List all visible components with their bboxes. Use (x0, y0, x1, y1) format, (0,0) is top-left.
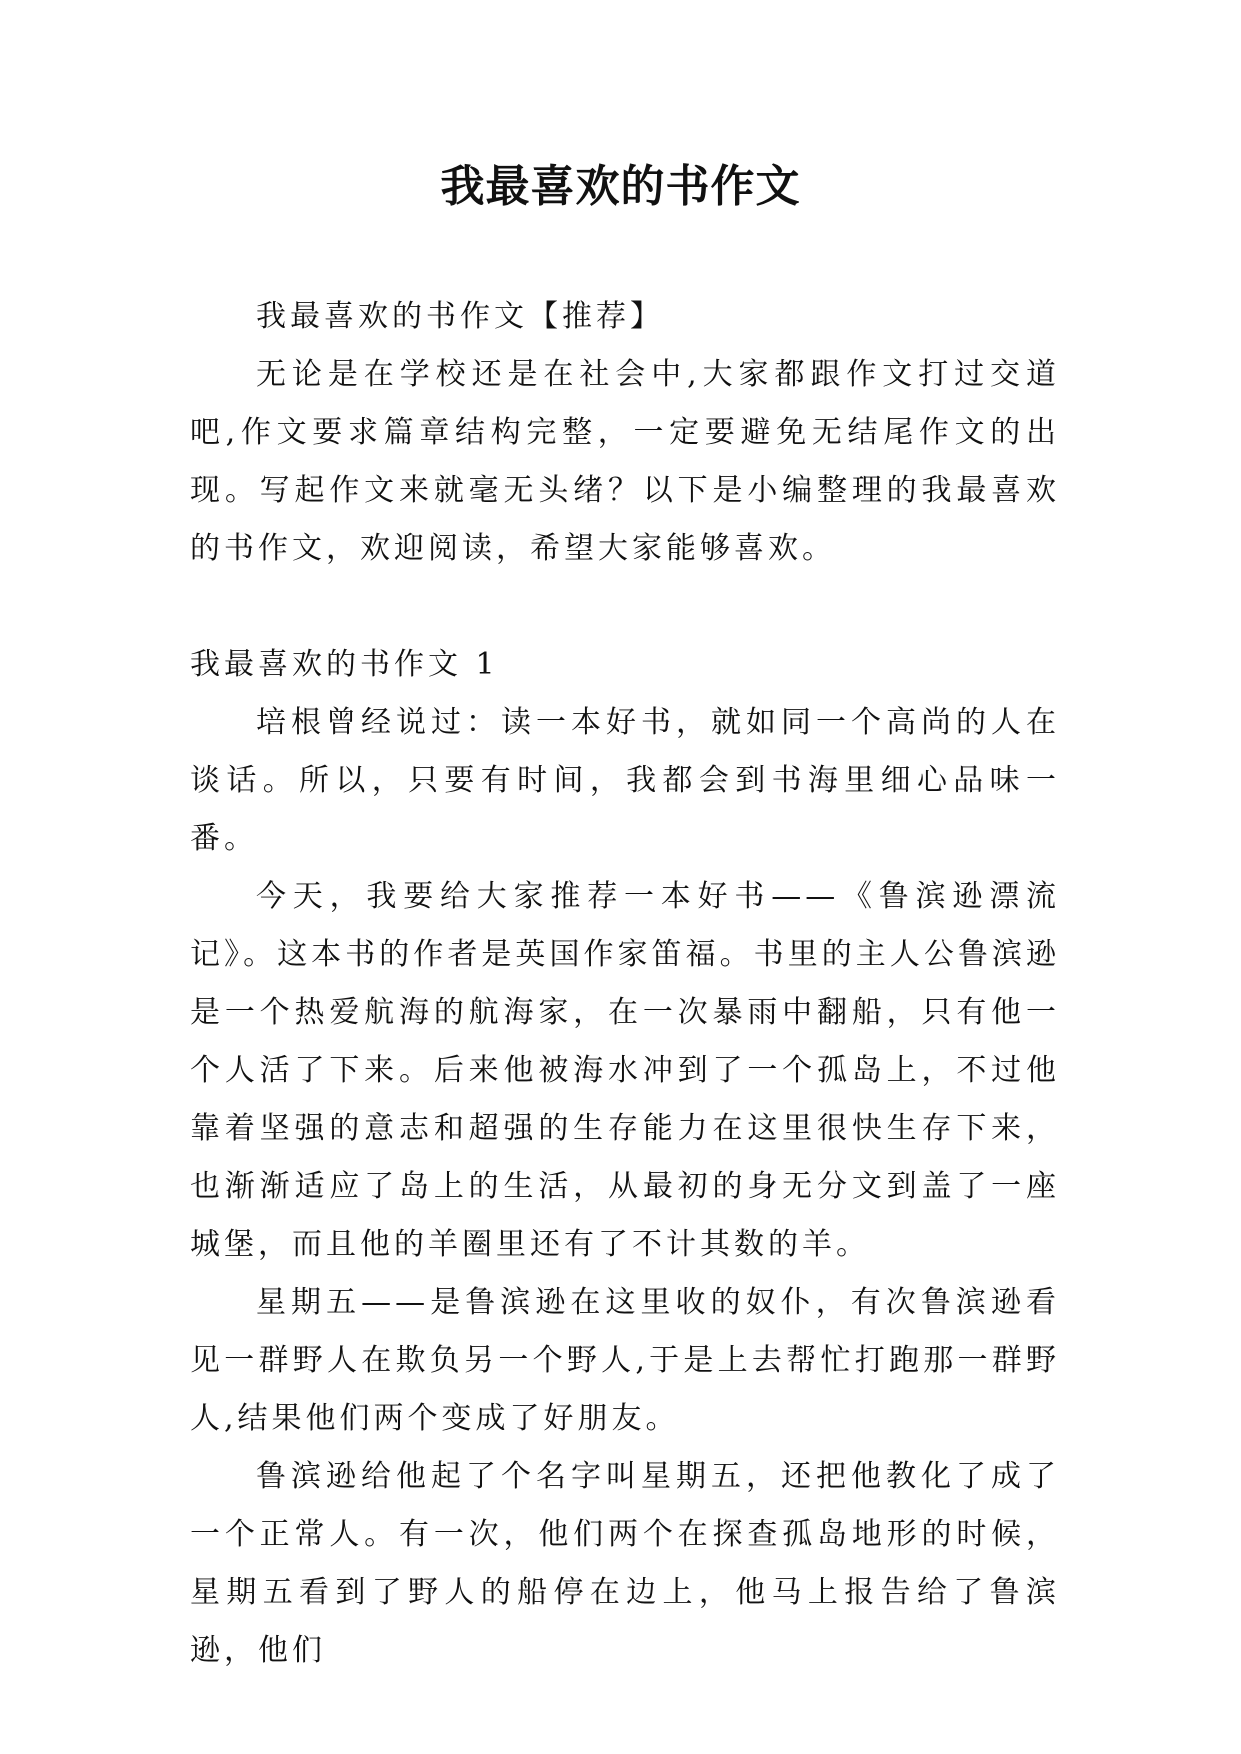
section-heading: 我最喜欢的书作文 1 (190, 647, 499, 682)
paragraph-subtitle: 我最喜欢的书作文【推荐】 (256, 299, 664, 334)
paragraph: 鲁滨逊给他起了个名字叫星期五，还把他教化了成了一个正常人。有一次，他们两个在探查孤岛地形的时候，星期五看到了野人的船停在边上，他马上报告给了鲁滨逊，他们 (190, 1459, 1060, 1668)
paragraph: 星期五——是鲁滨逊在这里收的奴仆，有次鲁滨逊看见一群野人在欺负另一个野人,于是上去帮忙打跑那一群野人,结果他们两个变成了好朋友。 (190, 1285, 1060, 1436)
document-body (190, 288, 1060, 1680)
paragraph: 今天，我要给大家推荐一本好书——《鲁滨逊漂流记》。这本书的作者是英国作家笛福。书里的主人公鲁滨逊是一个热爱航海的航海家，在一次暴雨中翻船，只有他一个人活了下来。后来他被海水冲到了一个孤岛上，不过他靠着坚强的意志和超强的生存能力在这里很快生存下来，也渐渐适应了岛上的生活，从最初的身无分文到盖了一座城堡，而且他的羊圈里还有了不计其数的羊。 (190, 879, 1060, 1262)
paragraph-intro: 无论是在学校还是在社会中,大家都跟作文打过交道吧,作文要求篇章结构完整，一定要避免无结尾作文的出现。写起作文来就毫无头绪？以下是小编整理的我最喜欢的书作文，欢迎阅读，希望大家能够喜欢。 (190, 357, 1060, 566)
document-title: 我最喜欢的书作文 (440, 161, 801, 212)
paragraph: 培根曾经说过：读一本好书，就如同一个高尚的人在谈话。所以，只要有时间，我都会到书海里细心品味一番。 (190, 705, 1060, 856)
